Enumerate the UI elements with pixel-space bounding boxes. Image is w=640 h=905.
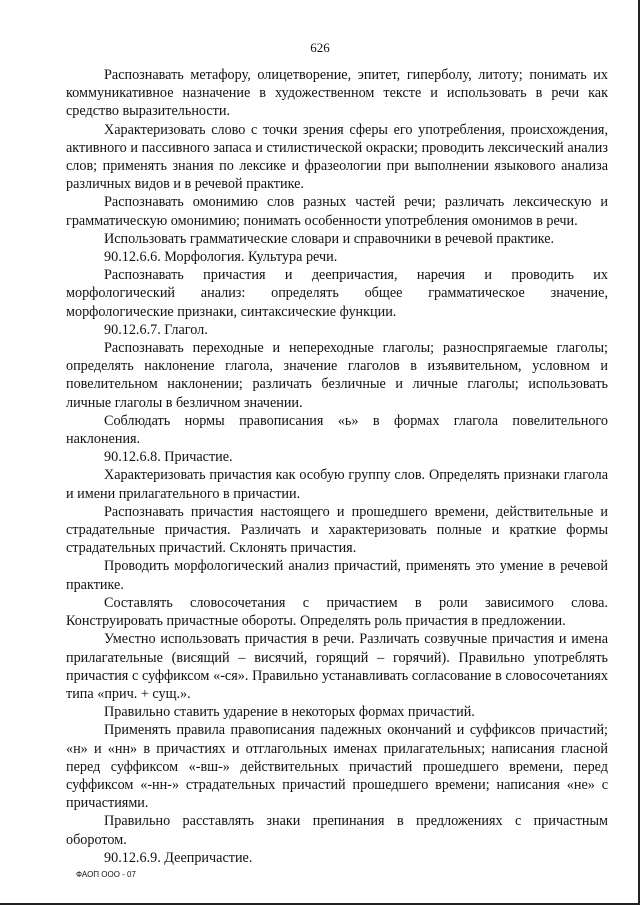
section-heading: 90.12.6.7. Глагол. [104, 321, 208, 338]
paragraph: Распознавать метафору, олицетворение, эпитет, гиперболу, литоту; понимать их коммуникативное назначение в художественном тексте и использовать в речи как средство выразительности. [66, 67, 608, 120]
paragraph: Уместно использовать причастия в речи. Различать созвучные причастия и имена прилагательные (висящий – висячий, горящий – горячий). Правильно употреблять причастия с суффиксом «-ся». Правильно устанавливать согласование в словосочетаниях типа «прич. + сущ.». [66, 631, 608, 702]
page-number: 626 [310, 40, 330, 55]
section-heading: 90.12.6.6. Морфология. Культура речи. [104, 249, 338, 266]
paragraph: Использовать грамматические словари и справочники в речевой практике. [104, 230, 555, 247]
document-body [66, 66, 608, 867]
paragraph: Соблюдать нормы правописания «ь» в формах глагола повелительного наклонения. [66, 412, 608, 448]
section-heading: 90.12.6.8. Причастие. [104, 449, 233, 466]
paragraph: Применять правила правописания падежных окончаний и суффиксов причастий; «н» и «нн» в причастиях и отглагольных именах прилагательных; написания гласной перед суффиксом «-вш-» действительных причастий прошедшего времени, перед суффиксом «-нн-» страдательных причастий прошедшего времени; написания «не» с причастиями. [66, 722, 608, 812]
paragraph: Распознавать омонимию слов разных частей речи; различать лексическую и грамматическую омонимию; понимать особенности употребления омонимов в речи. [66, 194, 608, 229]
paragraph: Характеризовать причастия как особую группу слов. Определять признаки глагола и имени прилагательного в причастии. [66, 467, 608, 502]
paragraph: Распознавать причастия и деепричастия, наречия и проводить их морфологический анализ: определять общее грамматическое значение, морфологические признаки, синтаксические функции. [66, 267, 608, 320]
paragraph: Характеризовать слово с точки зрения сферы его употребления, происхождения, активного и пассивного запаса и стилистической окраски; проводить лексический анализ слов; применять знания по лексике и фразеологии при выполнении языкового анализа различных видов и в речевой практике. [66, 121, 608, 193]
section-heading: 90.12.6.9. Деепричастие. [104, 849, 253, 866]
paragraph: Проводить морфологический анализ причастий, применять это умение в речевой практике. [66, 558, 608, 593]
paragraph: Правильно расставлять знаки препинания в предложениях с причастным оборотом. [66, 813, 608, 848]
paragraph: Распознавать переходные и непереходные глаголы; разноспрягаемые глаголы; определять наклонение глагола, значение глаголов в изъявительном, условном и повелительном наклонении; различать безличные и личные глаголы; использовать личные глаголы в безличном значении. [66, 340, 608, 411]
paragraph: Правильно ставить ударение в некоторых формах причастий. [104, 704, 475, 721]
paragraph: Распознавать причастия настоящего и прошедшего времени, действительные и страдательные причастия. Различать и характеризовать полные и краткие формы страдательных причастий. Склонять причастия. [66, 503, 608, 557]
footer-code: ФАОП ООО - 07 [76, 870, 136, 879]
paragraph: Составлять словосочетания с причастием в роли зависимого слова. Конструировать причастные обороты. Определять роль причастия в предложении. [66, 594, 608, 630]
